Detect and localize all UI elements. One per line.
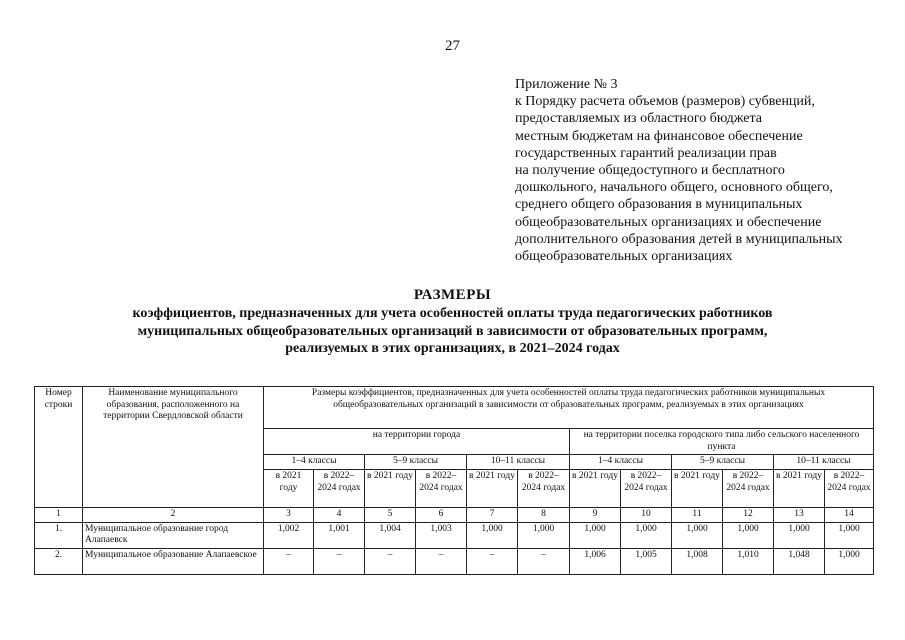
appendix-line: предоставляемых из областного бюджета <box>515 111 762 127</box>
column-number: 10 <box>621 508 672 523</box>
appendix-line: государственных гарантий реализации прав <box>515 145 777 161</box>
coefficient-value: 1,000 <box>621 522 672 548</box>
coefficient-value: 1,010 <box>723 548 774 574</box>
municipality-name: Муниципальное образование Алапаевское <box>83 548 264 574</box>
column-number: 9 <box>570 508 621 523</box>
header-municipality-name: Наименование муниципального образования, расположенного на территории Свердловской области <box>83 387 264 508</box>
header-year-2022-2024: в 2022–2024 годах <box>314 470 365 508</box>
coefficient-value: 1,000 <box>672 522 723 548</box>
coefficient-value: 1,008 <box>672 548 723 574</box>
header-grades: 5–9 классы <box>672 455 774 470</box>
header-year-2021: в 2021 году <box>365 470 416 508</box>
appendix-line: дополнительного образования детей в муниципальных <box>515 231 843 247</box>
header-grades: 1–4 классы <box>264 455 365 470</box>
appendix-line: на получение общедоступного и бесплатного <box>515 163 785 179</box>
column-number: 7 <box>467 508 518 523</box>
column-number: 2 <box>83 508 264 523</box>
appendix-line: местным бюджетам на финансовое обеспечение <box>515 128 803 144</box>
header-grades: 5–9 классы <box>365 455 467 470</box>
column-number: 5 <box>365 508 416 523</box>
header-year-2021: в 2021 году <box>774 470 825 508</box>
coefficient-value: – <box>365 548 416 574</box>
coefficient-value: 1,048 <box>774 548 825 574</box>
coefficient-value: – <box>314 548 365 574</box>
header-year-2021: в 2021 году <box>672 470 723 508</box>
title-line: муниципальных общеобразовательных организаций в зависимости от образовательных программ, <box>137 323 768 339</box>
coefficient-value: 1,000 <box>570 522 621 548</box>
column-number: 6 <box>416 508 467 523</box>
appendix-line: среднего общего образования в муниципальных <box>515 197 803 213</box>
table-row <box>35 522 874 548</box>
coefficients-table <box>34 386 874 575</box>
header-territory-city: на территории города <box>264 429 570 455</box>
title-main: РАЗМЕРЫ <box>413 287 492 303</box>
coefficient-value: – <box>518 548 570 574</box>
appendix-line: общеобразовательных организациях и обеспечение <box>515 214 822 230</box>
column-number: 1 <box>35 508 83 523</box>
header-year-2021: в 2021 году <box>467 470 518 508</box>
coefficient-value: 1,000 <box>518 522 570 548</box>
header-year-2021: в 2021 году <box>264 470 314 508</box>
coefficient-value: – <box>467 548 518 574</box>
column-number: 12 <box>723 508 774 523</box>
coefficient-value: 1,000 <box>825 522 874 548</box>
appendix-line: общеобразовательных организациях <box>515 249 733 265</box>
document-title <box>60 286 845 358</box>
coefficient-value: 1,000 <box>825 548 874 574</box>
coefficient-value: – <box>416 548 467 574</box>
row-number: 2. <box>35 548 83 574</box>
coefficient-value: 1,004 <box>365 522 416 548</box>
header-year-2022-2024: в 2022–2024 годах <box>621 470 672 508</box>
header-grades: 10–11 классы <box>774 455 874 470</box>
header-year-2021: в 2021 году <box>570 470 621 508</box>
column-number-row <box>35 508 874 523</box>
municipality-name: Муниципальное образование город Алапаевск <box>83 522 264 548</box>
appendix-line: к Порядку расчета объемов (размеров) субвенций, <box>515 94 815 110</box>
header-grades: 10–11 классы <box>467 455 570 470</box>
column-number: 3 <box>264 508 314 523</box>
coefficient-value: 1,000 <box>723 522 774 548</box>
coefficient-value: – <box>264 548 314 574</box>
table-row <box>35 548 874 574</box>
column-number: 13 <box>774 508 825 523</box>
header-year-2022-2024: в 2022–2024 годах <box>723 470 774 508</box>
column-number: 8 <box>518 508 570 523</box>
row-number: 1. <box>35 522 83 548</box>
header-year-2022-2024: в 2022–2024 годах <box>825 470 874 508</box>
coefficient-value: 1,000 <box>774 522 825 548</box>
page-number: 27 <box>445 38 460 54</box>
appendix-line: дошкольного, начального общего, основного общего, <box>515 180 833 196</box>
appendix-line: Приложение № 3 <box>515 77 618 92</box>
header-grades: 1–4 классы <box>570 455 672 470</box>
column-number: 14 <box>825 508 874 523</box>
header-territory-village: на территории поселка городского типа либо сельского населенного пункта <box>570 429 874 455</box>
coefficient-value: 1,006 <box>570 548 621 574</box>
appendix-block <box>515 76 900 265</box>
coefficient-value: 1,005 <box>621 548 672 574</box>
title-line: реализуемых в этих организациях, в 2021–2024 годах <box>285 341 620 356</box>
header-coefficient-sizes: Размеры коэффициентов, предназначенных для учета особенностей оплаты труда педагогических работников муниципальных общеобразовательных организаций в зависимости от образовательных программ, реализуемых в этих организациях <box>264 387 874 429</box>
header-row-number: Номер строки <box>35 387 83 508</box>
title-line: коэффициентов, предназначенных для учета особенностей оплаты труда педагогических работников <box>132 306 773 321</box>
coefficient-value: 1,002 <box>264 522 314 548</box>
coefficient-value: 1,003 <box>416 522 467 548</box>
coefficient-value: 1,000 <box>467 522 518 548</box>
coefficient-value: 1,001 <box>314 522 365 548</box>
header-year-2022-2024: в 2022–2024 годах <box>416 470 467 508</box>
header-year-2022-2024: в 2022–2024 годах <box>518 470 570 508</box>
column-number: 11 <box>672 508 723 523</box>
column-number: 4 <box>314 508 365 523</box>
